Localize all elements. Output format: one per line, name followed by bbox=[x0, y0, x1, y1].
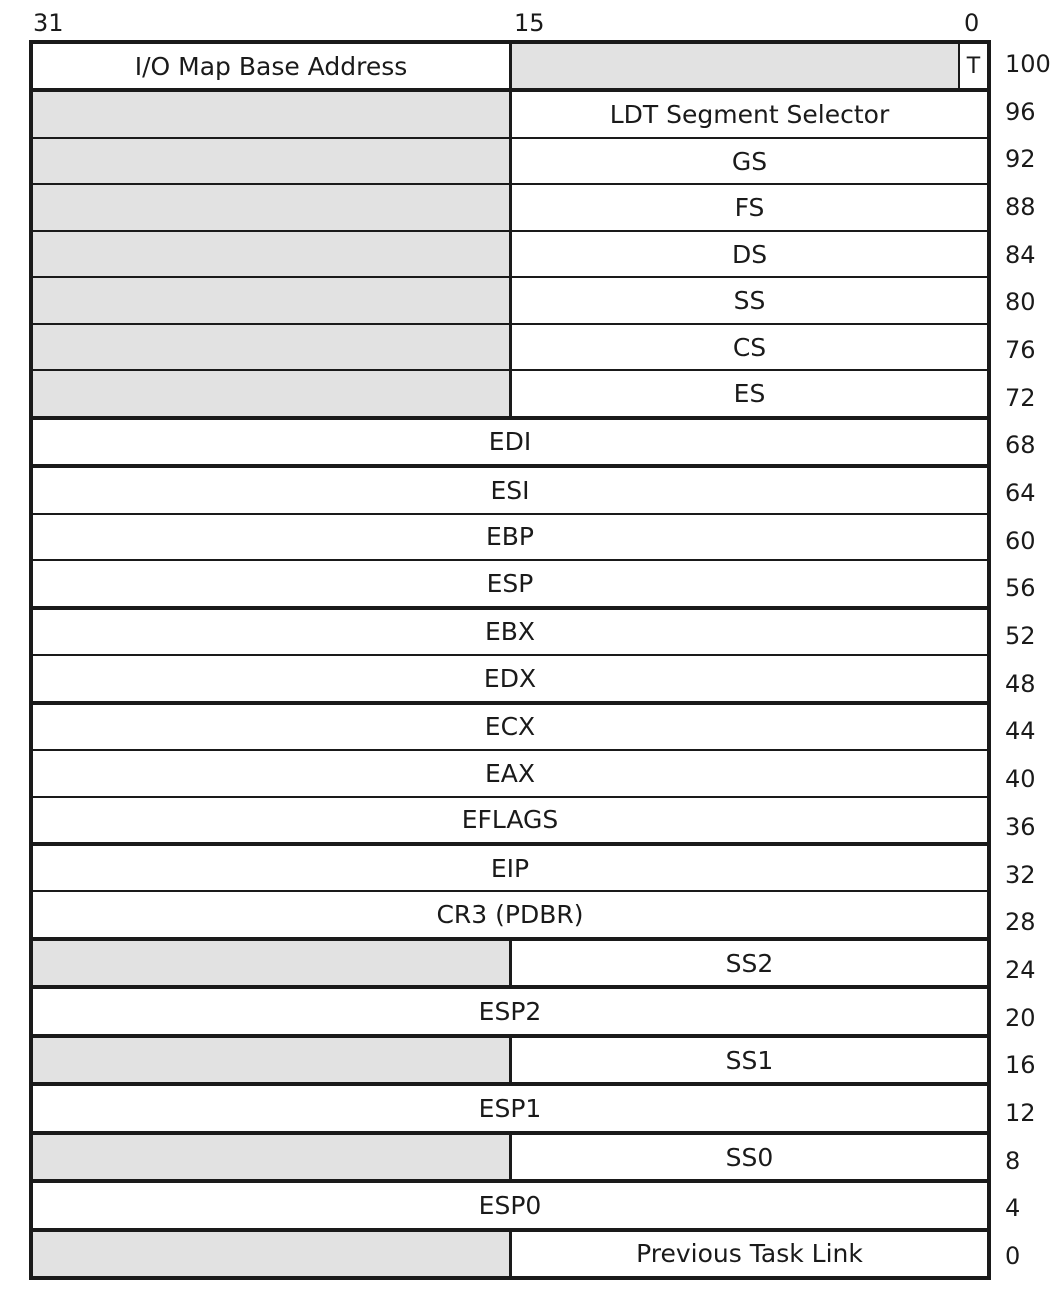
field-cell: EBP bbox=[485, 522, 535, 552]
tss-row-offset-4 bbox=[33, 1179, 987, 1227]
tss-row-offset-28 bbox=[33, 890, 987, 936]
byte-offset-column bbox=[991, 40, 1064, 1280]
byte-offset-label: 8 bbox=[1005, 1146, 1021, 1175]
field-cell: ESP2 bbox=[478, 997, 542, 1027]
byte-offset-label: 60 bbox=[1005, 526, 1036, 555]
task-state-segment-table bbox=[29, 40, 991, 1280]
byte-offset-label: 52 bbox=[1005, 622, 1036, 651]
field-cell: EIP bbox=[490, 853, 530, 883]
field-cell-low: SS bbox=[733, 286, 766, 316]
field-cell: ECX bbox=[484, 712, 536, 742]
byte-offset-label: 56 bbox=[1005, 574, 1036, 603]
byte-offset-label: 68 bbox=[1005, 431, 1036, 460]
byte-offset-label: 96 bbox=[1005, 97, 1036, 126]
byte-offset-label: 40 bbox=[1005, 765, 1036, 794]
field-cell-low: SS0 bbox=[725, 1142, 774, 1172]
field-cell: EFLAGS bbox=[461, 805, 559, 835]
tss-row-offset-84 bbox=[33, 230, 987, 276]
field-cell: ESP bbox=[486, 568, 534, 598]
tss-row-offset-20 bbox=[33, 985, 987, 1033]
tss-row-offset-48 bbox=[33, 654, 987, 700]
byte-offset-label: 100 bbox=[1005, 49, 1051, 78]
field-cell: EAX bbox=[484, 758, 536, 788]
field-cell: EBX bbox=[484, 617, 536, 647]
tss-row-offset-88 bbox=[33, 183, 987, 229]
tss-row-offset-64 bbox=[33, 464, 987, 512]
reserved-cell bbox=[33, 232, 512, 276]
byte-offset-label: 48 bbox=[1005, 669, 1036, 698]
field-cell: EDX bbox=[483, 663, 537, 693]
reserved-cell bbox=[33, 1232, 512, 1276]
byte-offset-label: 24 bbox=[1005, 955, 1036, 984]
tss-row-offset-32 bbox=[33, 842, 987, 890]
byte-offset-label: 16 bbox=[1005, 1051, 1036, 1080]
field-cell: ESP1 bbox=[478, 1094, 542, 1124]
tss-row-offset-56 bbox=[33, 559, 987, 605]
bit-position-0-label: 0 bbox=[964, 9, 980, 37]
tss-row-offset-16 bbox=[33, 1034, 987, 1082]
byte-offset-label: 84 bbox=[1005, 240, 1036, 269]
reserved-cell bbox=[33, 1135, 512, 1179]
tss-row-offset-24 bbox=[33, 937, 987, 985]
byte-offset-label: 32 bbox=[1005, 860, 1036, 889]
reserved-cell bbox=[33, 92, 512, 136]
byte-offset-label: 36 bbox=[1005, 812, 1036, 841]
byte-offset-label: 12 bbox=[1005, 1098, 1036, 1127]
tss-row-offset-68 bbox=[33, 416, 987, 464]
tss-row-offset-72 bbox=[33, 369, 987, 415]
field-cell-low: LDT Segment Selector bbox=[609, 100, 890, 130]
byte-offset-label: 44 bbox=[1005, 717, 1036, 746]
tss-row-offset-8 bbox=[33, 1131, 987, 1179]
byte-offset-label: 64 bbox=[1005, 479, 1036, 508]
byte-offset-label: 80 bbox=[1005, 288, 1036, 317]
tss-row-offset-40 bbox=[33, 749, 987, 795]
tss-row-offset-52 bbox=[33, 606, 987, 654]
reserved-cell bbox=[33, 325, 512, 369]
tss-row-offset-76 bbox=[33, 323, 987, 369]
field-cell-low: ES bbox=[733, 379, 766, 409]
field-cell-low: Previous Task Link bbox=[636, 1239, 863, 1269]
bit-position-15-label: 15 bbox=[514, 9, 545, 37]
bit-position-31-label: 31 bbox=[33, 9, 64, 37]
reserved-cell bbox=[33, 1038, 512, 1082]
byte-offset-label: 4 bbox=[1005, 1194, 1021, 1223]
tss-row-offset-60 bbox=[33, 513, 987, 559]
field-cell-low: FS bbox=[734, 193, 765, 223]
byte-offset-label: 20 bbox=[1005, 1003, 1036, 1032]
reserved-cell bbox=[33, 371, 512, 415]
tss-row-offset-0 bbox=[33, 1228, 987, 1276]
reserved-cell bbox=[512, 44, 958, 88]
field-cell-low: GS bbox=[731, 146, 768, 176]
field-cell: ESP0 bbox=[478, 1190, 542, 1220]
field-cell: EDI bbox=[488, 427, 532, 457]
field-cell-low: CS bbox=[732, 332, 767, 362]
field-cell: CR3 (PDBR) bbox=[436, 900, 584, 930]
debug-trap-flag-cell: T bbox=[958, 44, 987, 88]
byte-offset-label: 28 bbox=[1005, 908, 1036, 937]
byte-offset-label: 92 bbox=[1005, 145, 1036, 174]
reserved-cell bbox=[33, 139, 512, 183]
byte-offset-label: 76 bbox=[1005, 335, 1036, 364]
tss-row-offset-92 bbox=[33, 137, 987, 183]
tss-row-offset-44 bbox=[33, 701, 987, 749]
reserved-cell bbox=[33, 185, 512, 229]
field-cell-low: SS2 bbox=[725, 948, 774, 978]
reserved-cell bbox=[33, 941, 512, 985]
tss-row-offset-100 bbox=[33, 44, 987, 88]
tss-row-offset-96 bbox=[33, 88, 987, 136]
field-cell-low: SS1 bbox=[725, 1045, 774, 1075]
tss-row-offset-80 bbox=[33, 276, 987, 322]
field-cell-high: I/O Map Base Address bbox=[33, 44, 512, 88]
tss-row-offset-36 bbox=[33, 796, 987, 842]
byte-offset-label: 0 bbox=[1005, 1242, 1021, 1271]
tss-row-offset-12 bbox=[33, 1082, 987, 1130]
byte-offset-label: 72 bbox=[1005, 383, 1036, 412]
reserved-cell bbox=[33, 278, 512, 322]
field-cell-low: DS bbox=[731, 239, 768, 269]
byte-offset-label: 88 bbox=[1005, 192, 1036, 221]
field-cell: ESI bbox=[490, 475, 530, 505]
